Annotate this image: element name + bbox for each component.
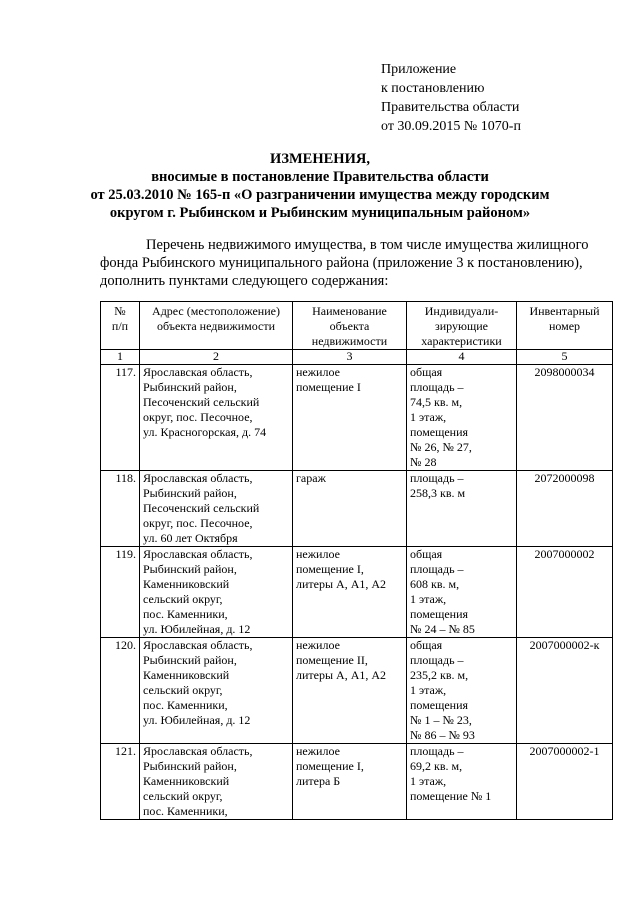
appendix-line: к постановлению (381, 81, 485, 96)
header-text: характеристики (421, 334, 502, 348)
cell-text-line: Ярославская область, (143, 638, 253, 652)
heading-line: вносимые в постановление Правительства области (151, 169, 489, 185)
characteristics-cell (407, 471, 517, 547)
object-name-cell (293, 471, 407, 547)
cell-text-line: № 1 – № 23, (410, 713, 472, 727)
cell-text-line: помещение I, (296, 759, 364, 773)
characteristics-cell (407, 365, 517, 471)
property-table (100, 301, 613, 820)
document-heading (0, 150, 640, 222)
characteristics-cell (407, 547, 517, 638)
cell-text-line: 258,3 кв. м (410, 486, 466, 500)
appendix-line: Приложение (381, 62, 457, 77)
cell-text-line: ул. Юбилейная, д. 12 (143, 622, 251, 636)
table-header-row (101, 302, 613, 350)
cell-text-line: Рыбинский район, (143, 562, 237, 576)
intro-line: дополнить пунктами следующего содержания: (100, 273, 389, 289)
header-text: Инвентарный (529, 304, 600, 318)
cell-text-line: сельский округ, (143, 683, 223, 697)
address-cell (140, 744, 293, 820)
heading-line: округом г. Рыбинском и Рыбинским муниципальным районом» (109, 205, 531, 221)
cell-text-line: гараж (296, 471, 326, 485)
cell-text-line: Ярославская область, (143, 547, 253, 561)
characteristics-cell (407, 744, 517, 820)
cell-text-line: 1 этаж, (410, 410, 447, 424)
column-number: 1 (101, 350, 140, 365)
cell-text-line: общая (410, 638, 443, 652)
header-text: Адрес (местоположение) (152, 304, 280, 318)
cell-text-line: 235,2 кв. м, (410, 668, 469, 682)
cell-text-line: помещение I, (296, 562, 364, 576)
cell-text-line: Рыбинский район, (143, 653, 237, 667)
table-row (101, 547, 613, 638)
header-text: номер (548, 319, 581, 333)
cell-text-line: ул. Красногорская, д. 74 (143, 425, 267, 439)
cell-text-line: Ярославская область, (143, 744, 253, 758)
cell-text-line: пос. Каменники, (143, 698, 228, 712)
cell-text-line: 1 этаж, (410, 683, 447, 697)
cell-text-line: общая (410, 365, 443, 379)
cell-text-line: Каменниковский (143, 774, 230, 788)
cell-text-line: Ярославская область, (143, 365, 253, 379)
cell-text-line: № 24 – № 85 (410, 622, 475, 636)
cell-text-line: Рыбинский район, (143, 759, 237, 773)
cell-text-line: помещения (410, 607, 469, 621)
row-number-cell: 119. (101, 547, 140, 638)
cell-text-line: литеры А, А1, А2 (296, 668, 387, 682)
cell-text-line: Песоченский сельский (143, 501, 260, 515)
header-cell-inventory (517, 302, 613, 350)
column-number-row (101, 350, 613, 365)
header-text: недвижимости (311, 334, 388, 348)
object-name-cell (293, 547, 407, 638)
cell-text-line: 1 этаж, (410, 592, 447, 606)
cell-text-line: ул. Юбилейная, д. 12 (143, 713, 251, 727)
table-row (101, 471, 613, 547)
cell-text-line: площадь – (410, 471, 464, 485)
cell-text-line: площадь – (410, 562, 464, 576)
cell-text-line: округ, пос. Песочное, (143, 410, 253, 424)
cell-text-line: Песоченский сельский (143, 395, 260, 409)
header-cell-characteristics (407, 302, 517, 350)
header-text: зирующие (435, 319, 488, 333)
table-row (101, 365, 613, 471)
cell-text-line: Рыбинский район, (143, 380, 237, 394)
cell-text-line: литера Б (296, 774, 341, 788)
cell-text-line: литеры А, А1, А2 (296, 577, 387, 591)
address-cell (140, 638, 293, 744)
appendix-line: от 30.09.2015 № 1070-п (381, 119, 521, 134)
column-number: 5 (517, 350, 613, 365)
heading-line: ИЗМЕНЕНИЯ, (270, 151, 370, 167)
inventory-number-cell: 2098000034 (517, 365, 613, 471)
characteristics-cell (407, 638, 517, 744)
intro-paragraph (100, 236, 620, 290)
cell-text-line: № 86 – № 93 (410, 728, 475, 742)
header-text: Индивидуали- (424, 304, 499, 318)
appendix-line: Правительства области (381, 100, 520, 115)
header-cell-name (293, 302, 407, 350)
cell-text-line: нежилое (296, 638, 340, 652)
table-row (101, 744, 613, 820)
cell-text-line: нежилое (296, 547, 340, 561)
appendix-block (381, 60, 521, 136)
cell-text-line: пос. Каменники, (143, 607, 228, 621)
header-text: объекта (329, 319, 370, 333)
header-text: п/п (111, 319, 129, 333)
table-row (101, 638, 613, 744)
address-cell (140, 471, 293, 547)
column-number: 3 (293, 350, 407, 365)
intro-line: фонда Рыбинского муниципального района (приложение 3 к постановлению), (100, 255, 583, 271)
inventory-number-cell: 2007000002 (517, 547, 613, 638)
cell-text-line: Рыбинский район, (143, 486, 237, 500)
cell-text-line: помещения (410, 425, 469, 439)
cell-text-line: 1 этаж, (410, 774, 447, 788)
header-text: № (114, 304, 126, 318)
cell-text-line: нежилое (296, 744, 340, 758)
cell-text-line: Каменниковский (143, 668, 230, 682)
cell-text-line: округ, пос. Песочное, (143, 516, 253, 530)
cell-text-line: помещение № 1 (410, 789, 492, 803)
cell-text-line: помещения (410, 698, 469, 712)
cell-text-line: 608 кв. м, (410, 577, 460, 591)
cell-text-line: нежилое (296, 365, 340, 379)
row-number-cell: 118. (101, 471, 140, 547)
cell-text-line: площадь – (410, 380, 464, 394)
cell-text-line: площадь – (410, 744, 464, 758)
cell-text-line: ул. 60 лет Октября (143, 531, 238, 545)
object-name-cell (293, 365, 407, 471)
cell-text-line: помещение II, (296, 653, 368, 667)
row-number-cell: 117. (101, 365, 140, 471)
inventory-number-cell: 2072000098 (517, 471, 613, 547)
header-text: объекта недвижимости (156, 319, 276, 333)
cell-text-line: Каменниковский (143, 577, 230, 591)
header-cell-address (140, 302, 293, 350)
object-name-cell (293, 744, 407, 820)
cell-text-line: № 26, № 27, (410, 440, 472, 454)
cell-text-line: общая (410, 547, 443, 561)
cell-text-line: сельский округ, (143, 789, 223, 803)
address-cell (140, 365, 293, 471)
inventory-number-cell: 2007000002-1 (517, 744, 613, 820)
object-name-cell (293, 638, 407, 744)
header-cell-number (101, 302, 140, 350)
intro-line: Перечень недвижимого имущества, в том числе имущества жилищного (146, 237, 589, 253)
address-cell (140, 547, 293, 638)
cell-text-line: пос. Каменники, (143, 804, 228, 818)
cell-text-line: 69,2 кв. м, (410, 759, 463, 773)
column-number: 2 (140, 350, 293, 365)
row-number-cell: 120. (101, 638, 140, 744)
cell-text-line: сельский округ, (143, 592, 223, 606)
cell-text-line: 74,5 кв. м, (410, 395, 463, 409)
cell-text-line: помещение I (296, 380, 361, 394)
column-number: 4 (407, 350, 517, 365)
row-number-cell: 121. (101, 744, 140, 820)
heading-line: от 25.03.2010 № 165-п «О разграничении имущества между городским (90, 187, 550, 203)
header-text: Наименование (312, 304, 387, 318)
cell-text-line: № 28 (410, 455, 437, 469)
cell-text-line: площадь – (410, 653, 464, 667)
cell-text-line: Ярославская область, (143, 471, 253, 485)
inventory-number-cell: 2007000002-к (517, 638, 613, 744)
